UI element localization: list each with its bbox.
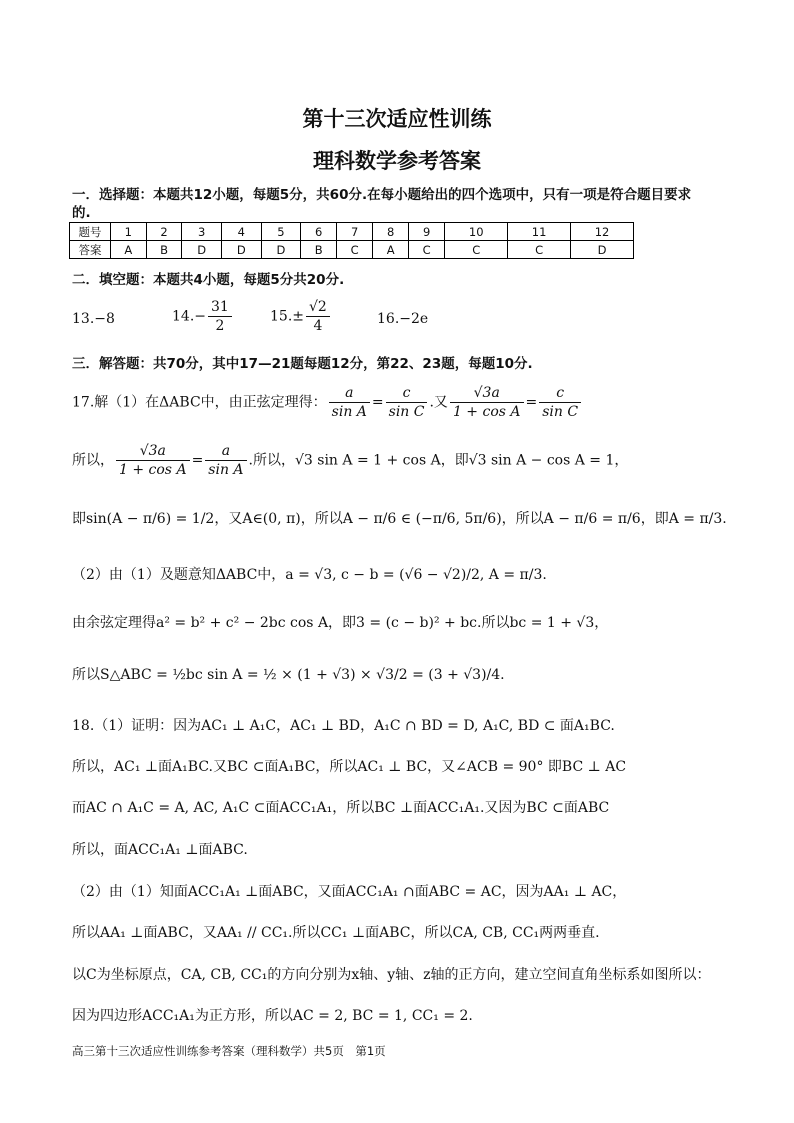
fill-answer-15 <box>270 298 332 335</box>
table-label-number: 题号 <box>70 223 111 241</box>
q17-line-3: 即sin(A − π/6) = 1/2，又A∈(0, π)，所以A − π/6 ∈ (−π/6, 5π/6)，所以A − π/6 = π/6，即A = π/3. <box>72 511 727 527</box>
q17-line-2: 所以， $\frac{√3a}{\text{1 + cos A}}$ = $\frac{a}{\text{sin A}}$ .所以，√3 sin A = 1 + cos A，即√3 sin A − cos A = 1， <box>72 443 629 478</box>
fill-answer-16: 16.−2e <box>377 311 429 327</box>
q18-line-3: 而AC ∩ A₁C = A, AC, A₁C ⊂面ACC₁A₁，所以BC ⊥面ACC₁A₁.又因为BC ⊂面ABC <box>72 800 610 816</box>
fill-answer-15-prefix: 15.± <box>270 308 304 325</box>
table-cell: A <box>111 241 147 259</box>
table-cell: 7 <box>337 223 373 241</box>
denominator: 2 <box>215 318 225 334</box>
table-label-answer: 答案 <box>70 241 111 259</box>
table-cell: 9 <box>408 223 444 241</box>
table-cell: 6 <box>301 223 337 241</box>
fraction: $\frac{√3a}{\text{1 + cos A}}$ <box>116 442 190 479</box>
fraction: $\frac{c}{\text{sin C}}$ <box>386 384 428 421</box>
section1-heading: 一．选择题：本题共12小题，每题5分，共60分.在每小题给出的四个选项中，只有一项是符合题目要求 <box>72 187 692 203</box>
table-cell: C <box>337 241 373 259</box>
table-cell: 1 <box>111 223 147 241</box>
table-cell: C <box>408 241 444 259</box>
q17-intro: 17.解（1）在ΔABC中，由正弦定理得： <box>72 394 327 411</box>
q17-line-6: 所以S△ABC = ½bc sin A = ½ × (1 + √3) × √3/2 = (3 + √3)/4. <box>72 667 505 683</box>
section1-heading-cont: 的. <box>72 205 91 221</box>
table-row-numbers <box>70 223 634 241</box>
table-cell: 2 <box>146 223 182 241</box>
table-cell: 3 <box>182 223 222 241</box>
fraction <box>306 298 330 335</box>
page-title: 第十三次适应性训练 <box>302 107 492 131</box>
page-subtitle: 理科数学参考答案 <box>313 149 481 173</box>
fraction: $\frac{a}{\text{sin A}}$ <box>205 442 246 479</box>
table-cell: B <box>301 241 337 259</box>
table-cell: D <box>222 241 262 259</box>
table-cell: 4 <box>222 223 262 241</box>
q17-connector: .又 <box>429 394 448 411</box>
q18-line-5: （2）由（1）知面ACC₁A₁ ⊥面ABC，又面ACC₁A₁ ∩面ABC = AC，因为AA₁ ⊥ AC， <box>72 884 627 900</box>
q17-line-4: （2）由（1）及题意知ΔABC中，a = √3, c − b = (√6 − √2)/2, A = π/3. <box>72 567 547 583</box>
denominator: 4 <box>313 318 323 334</box>
q18-line-1: 18.（1）证明：因为AC₁ ⊥ A₁C，AC₁ ⊥ BD，A₁C ∩ BD = D, A₁C, BD ⊂ 面A₁BC. <box>72 718 615 734</box>
page-footer: 高三第十三次适应性训练参考答案（理科数学）共5页 第1页 <box>72 1044 386 1058</box>
answer-table <box>69 222 634 259</box>
q17-line-5: 由余弦定理得a² = b² + c² − 2bc cos A，即3 = (c − b)² + bc.所以bc = 1 + √3， <box>72 615 609 631</box>
fill-answer-14 <box>172 298 234 335</box>
section2-heading: 二．填空题：本题共4小题，每题5分共20分. <box>72 272 345 288</box>
table-cell: D <box>261 241 301 259</box>
numerator: √2 <box>306 298 330 317</box>
q17-line-1: 17.解（1）在ΔABC中，由正弦定理得： $\frac{a}{\text{sin A}}$ = $\frac{c}{\text{sin C}}$ .又 $\frac{√3a}{\text{1 + cos A}}$ = $\frac{c}{\text{sin C}}$ <box>72 384 583 421</box>
q17-so: 所以， <box>72 452 114 469</box>
q18-line-2: 所以，AC₁ ⊥面A₁BC.又BC ⊂面A₁BC，所以AC₁ ⊥ BC，又∠ACB = 90° 即BC ⊥ AC <box>72 759 627 775</box>
q18-line-4: 所以，面ACC₁A₁ ⊥面ABC. <box>72 842 248 858</box>
q18-line-6: 所以AA₁ ⊥面ABC，又AA₁ // CC₁.所以CC₁ ⊥面ABC，所以CA, CB, CC₁两两垂直. <box>72 925 600 941</box>
table-cell: A <box>373 241 409 259</box>
table-cell: B <box>146 241 182 259</box>
table-cell: D <box>571 241 634 259</box>
numerator: 31 <box>208 298 232 317</box>
table-cell: C <box>445 241 508 259</box>
table-cell: C <box>508 241 571 259</box>
table-row-answers <box>70 241 634 259</box>
table-cell: 10 <box>445 223 508 241</box>
q18-line-8: 因为四边形ACC₁A₁为正方形，所以AC = 2, BC = 1, CC₁ = 2. <box>72 1008 473 1024</box>
table-cell: 5 <box>261 223 301 241</box>
section3-heading: 三．解答题：共70分，其中17—21题每题12分，第22、23题，每题10分. <box>72 356 533 372</box>
table-cell: 11 <box>508 223 571 241</box>
fraction: $\frac{a}{\text{sin A}}$ <box>329 384 370 421</box>
table-cell: 8 <box>373 223 409 241</box>
fraction: $\frac{c}{\text{sin C}}$ <box>539 384 581 421</box>
fraction: $\frac{√3a}{\text{1 + cos A}}$ <box>450 384 524 421</box>
q18-line-7: 以C为坐标原点，CA, CB, CC₁的方向分别为x轴、y轴、z轴的正方向，建立空间直角坐标系如图所以： <box>72 967 711 983</box>
fraction <box>208 298 232 335</box>
fill-answer-14-prefix: 14.− <box>172 308 206 325</box>
q17-line-2-rest: .所以，√3 sin A = 1 + cos A，即√3 sin A − cos A = 1， <box>248 452 629 469</box>
table-cell: 12 <box>571 223 634 241</box>
table-cell: D <box>182 241 222 259</box>
fill-answer-13: 13.−8 <box>72 311 115 327</box>
